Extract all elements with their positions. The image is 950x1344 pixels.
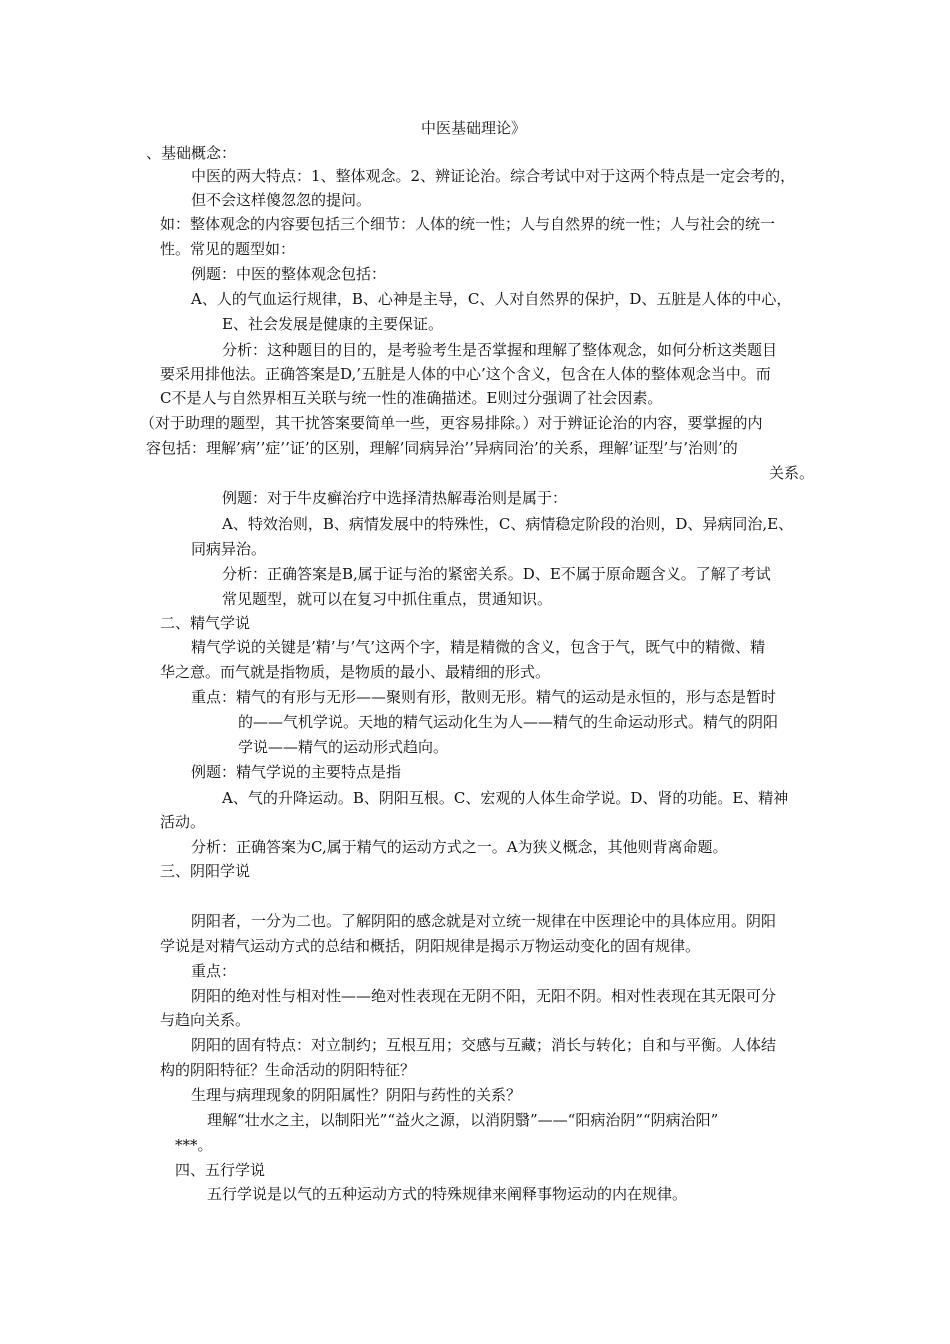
- text-line: 常见题型，就可以在复习中抓住重点，贯通知识。: [222, 590, 553, 608]
- text-line: A、特效治则，B、病情发展中的特殊性，C、病情稳定阶段的治则，D、异病同治,E、: [222, 515, 794, 533]
- text-line: 分析：这种题目的目的，是考验考生是否掌握和理解了整体观念，如何分析这类题目: [222, 341, 778, 359]
- text-line: 同病异治。: [191, 540, 267, 558]
- text-line: 构的阴阳特征？生命活动的阴阳特征？: [160, 1061, 416, 1079]
- text-line: 学说——精气的运动形式趋向。: [238, 738, 449, 756]
- text-line: C不是人与自然界相互关联与统一性的准确描述。E则过分强调了社会因素。: [160, 389, 663, 407]
- text-line: 学说是对精气运动方式的总结和概括，阴阳规律是揭示万物运动变化的固有规律。: [160, 937, 701, 955]
- text-line: 五行学说是以气的五种运动方式的特殊规律来阐释事物运动的内在规律。: [207, 1185, 688, 1203]
- section-heading: 四、五行学说: [175, 1161, 266, 1179]
- text-line: 的——气机学说。天地的精气运动化生为人——精气的生命运动形式。精气的阴阳: [238, 713, 779, 731]
- text-line: 例题：精气学说的主要特点是指: [191, 763, 402, 781]
- text-line: A、气的升降运动。B、阴阳互根。C、宏观的人体生命学说。D、肾的功能。E、精神: [222, 789, 789, 807]
- text-line: E、社会发展是健康的主要保证。: [222, 315, 443, 333]
- text-line: 分析：正确答案是B,属于证与治的紧密关系。D、E不属于原命题含义。了解了考试: [222, 565, 771, 583]
- text-line: 要采用排他法。正确答案是D,’五脏是人体的中心’这个含义，包含在人体的整体观念当中。而: [160, 365, 771, 383]
- document-title: 中医基础理论》: [421, 119, 527, 137]
- text-line: 生理与病理现象的阴阳属性？阴阳与药性的关系？: [191, 1086, 522, 1104]
- section-heading: 二、精气学说: [160, 614, 251, 632]
- text-line: 理解“壮水之主，以制阳光”“益火之源，以消阴翳”——“阳病治阴”“阴病治阳”: [207, 1111, 719, 1129]
- text-line: （对于助理的题型，其干扰答案要简单一些，更容易排除。）对于辨证论治的内容，要掌握的内: [140, 414, 763, 432]
- text-line: 阴阳者，一分为二也。了解阴阳的感念就是对立统一规律在中医理论中的具体应用。阴阳: [191, 912, 777, 930]
- text-line: 但不会这样傻忽忽的提问。: [191, 191, 372, 209]
- section-heading: 三、阴阳学说: [160, 862, 251, 880]
- text-line: 关系。: [769, 464, 815, 482]
- text-line: 与趋向关系。: [160, 1011, 251, 1029]
- text-line: 例题：中医的整体观念包括：: [191, 265, 387, 283]
- text-line: 、基础概念：: [146, 144, 237, 162]
- text-line: 活动。: [160, 813, 206, 831]
- text-line: 阴阳的绝对性与相对性——绝对性表现在无阴不阳，无阳不阴。相对性表现在其无限可分: [191, 987, 777, 1005]
- text-line: A、人的气血运行规律，B、心神是主导，C、人对自然界的保护，D、五脏是人体的中心，: [191, 290, 792, 308]
- text-line: 如：整体观念的内容要包括三个细节：人体的统一性；人与自然界的统一性；人与社会的统一: [160, 215, 776, 233]
- text-line: 阴阳的固有特点：对立制约；互根互用；交感与互藏；消长与转化；自和与平衡。人体结: [191, 1036, 777, 1054]
- text-line: 容包括：理解’病’’症’’证’的区别，理解’同病异治’’异病同治’的关系，理解’证型’与’治则’的: [146, 439, 738, 457]
- text-line: 华之意。而气就是指物质，是物质的最小、最精细的形式。: [160, 663, 551, 681]
- text-line: 性。常见的题型如：: [160, 240, 296, 258]
- text-line: 精气学说的关键是’精’与’气’这两个字，精是精微的含义，包含于气，既气中的精微、精: [191, 638, 766, 656]
- text-line: 分析：正确答案为C,属于精气的运动方式之一。A为狭义概念，其他则背离命题。: [191, 838, 728, 856]
- text-line: 例题：对于牛皮癣治疗中选择清热解毒治则是属于：: [222, 489, 568, 507]
- text-line: 重点：: [191, 962, 237, 980]
- text-line: ***。: [175, 1136, 213, 1154]
- text-line: 重点：精气的有形与无形——聚则有形，散则无形。精气的运动是永恒的，形与态是暂时: [191, 688, 777, 706]
- text-line: 中医的两大特点：1、整体观念。2、辨证论治。综合考试中对于这两个特点是一定会考的，: [191, 167, 796, 185]
